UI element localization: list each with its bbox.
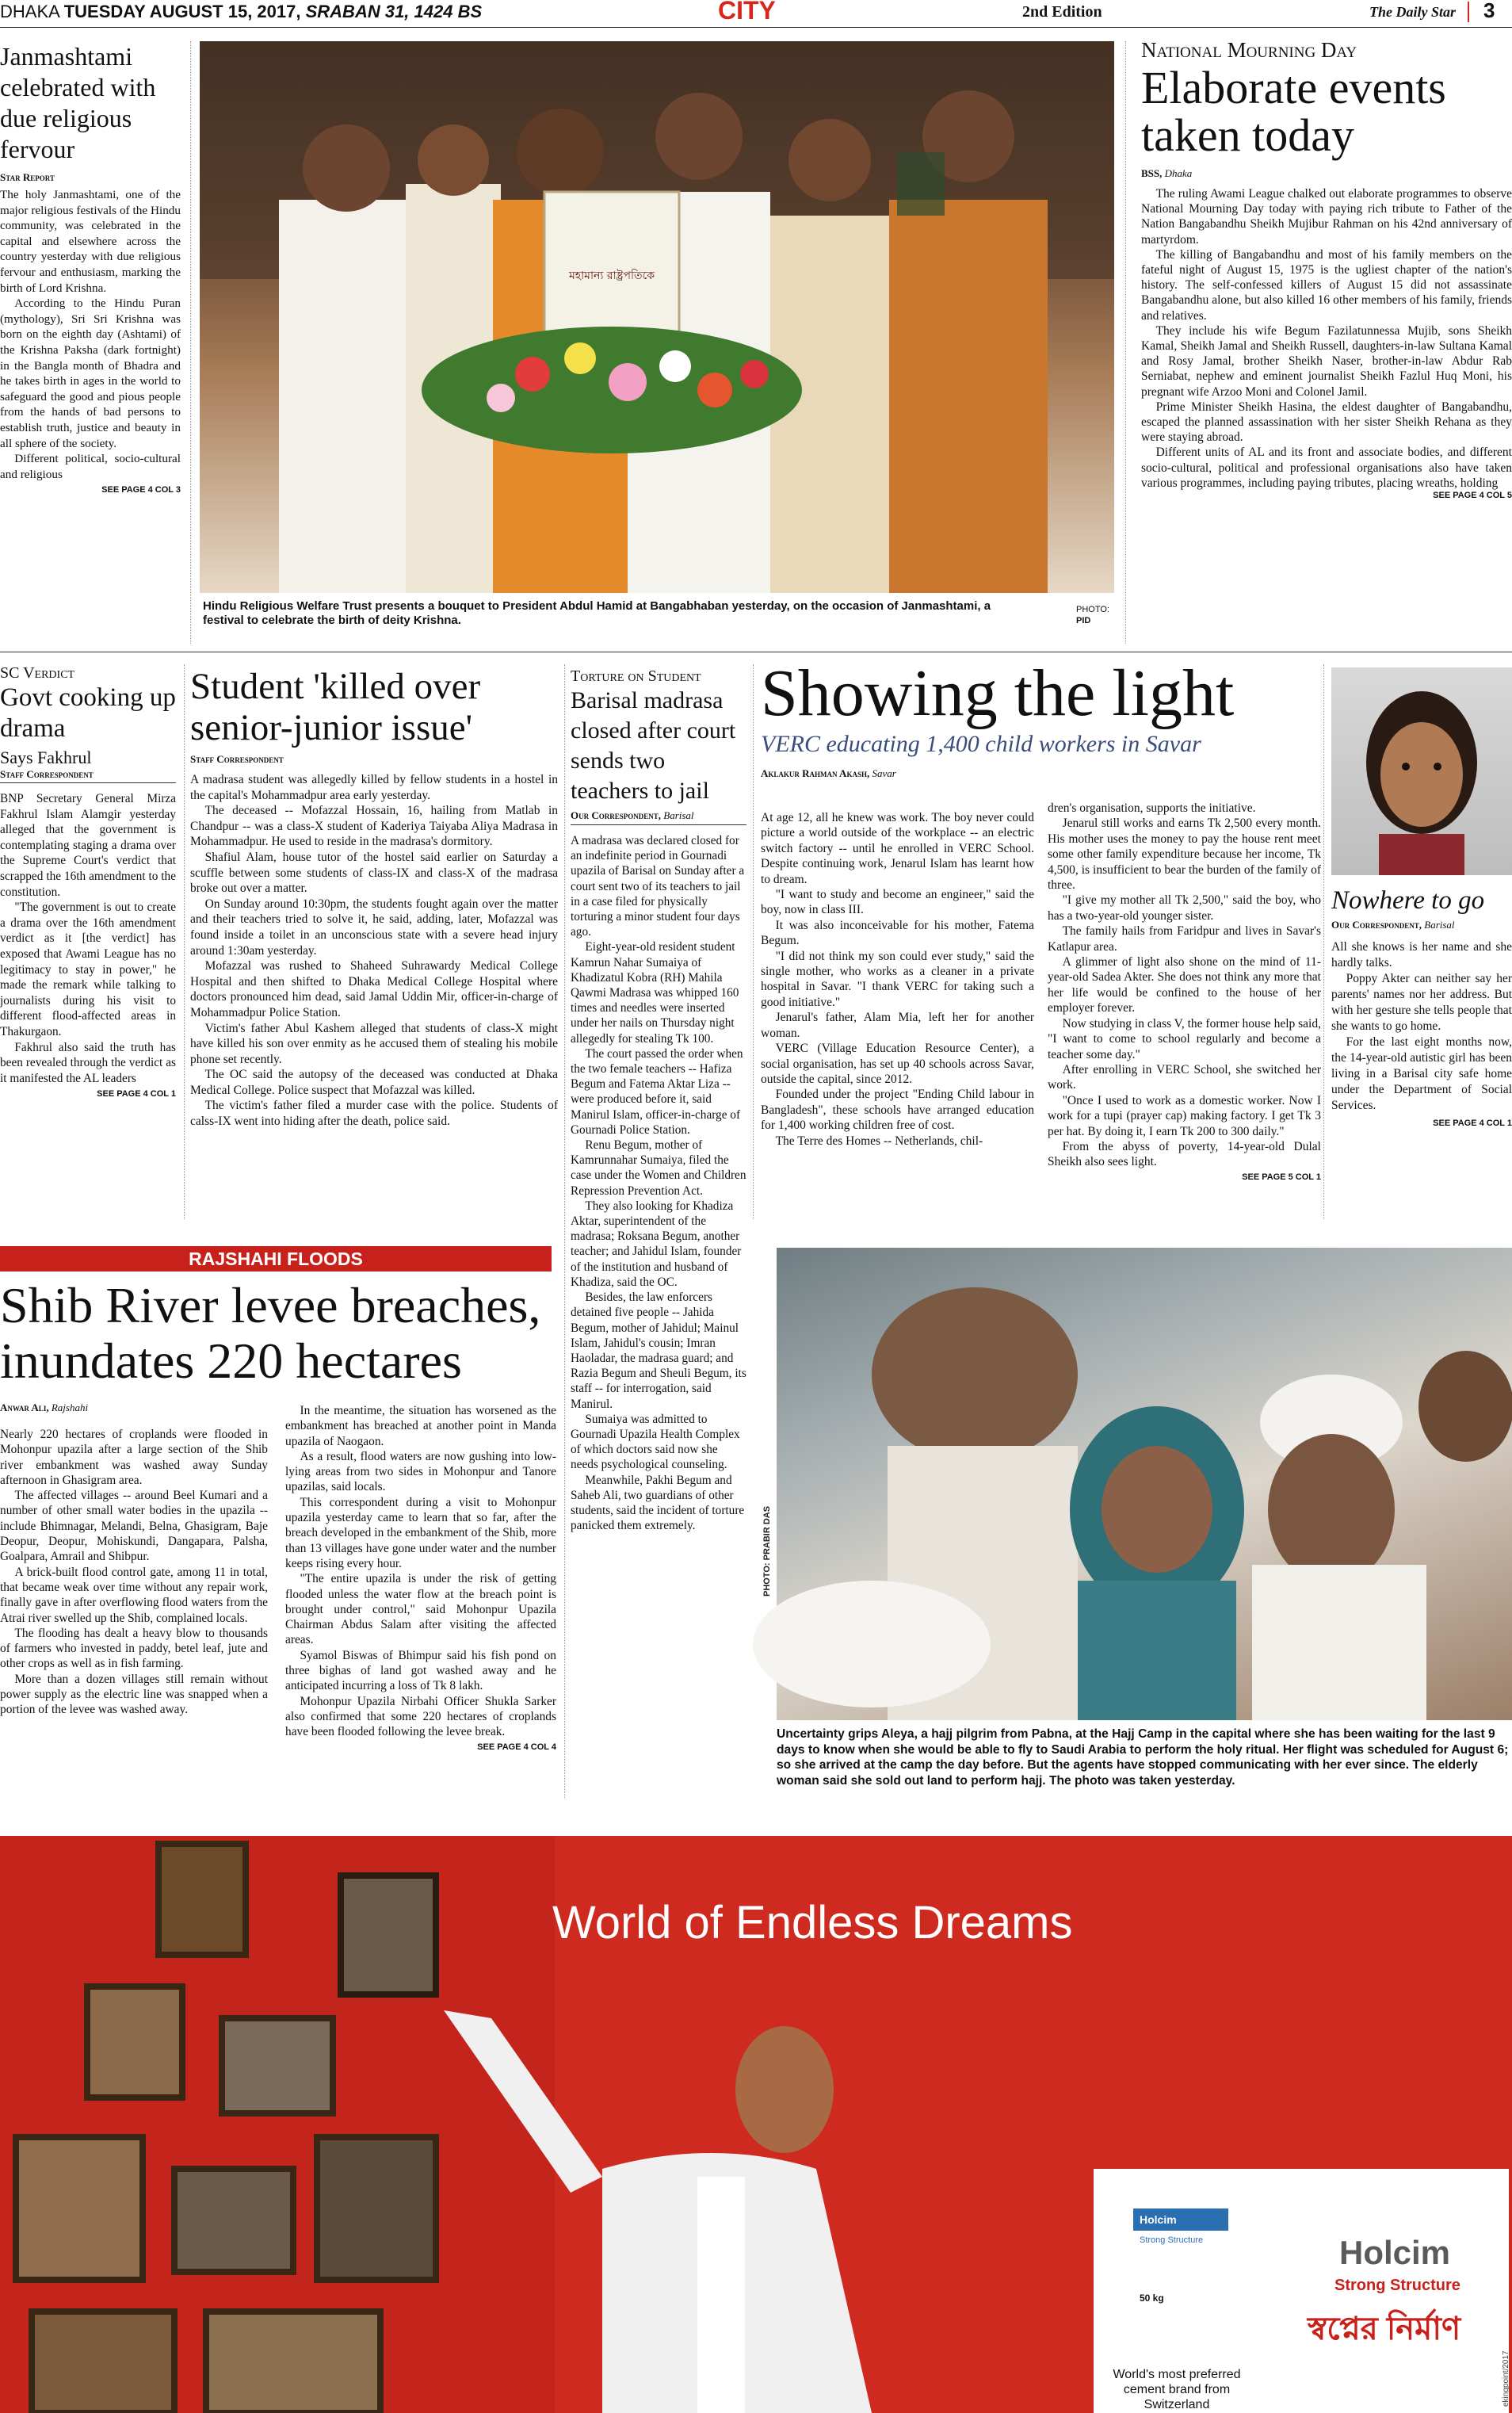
paragraph: Jenarul's father, Alam Mia, left her for another woman. — [761, 1011, 1034, 1040]
paragraph: All she knows is her name and she hardly talks. — [1331, 940, 1512, 969]
floods-byline: Anwar Ali, — [0, 1402, 49, 1413]
sc-byline: Staff Correspondent — [0, 768, 176, 783]
torture-place: Barisal — [663, 809, 694, 821]
jump-line: SEE PAGE 5 COL 1 — [1242, 1172, 1321, 1182]
ad-footer: World's most preferred cement brand from Switzerland — [1113, 2368, 1241, 2411]
paragraph: BNP Secretary General Mirza Fakhrul Islam Alamgir yesterday alleged that the government is contemplating staging a drama over the Supreme Court's verdict that scrapped the 16th amendment to the constitution. — [0, 792, 176, 899]
hajj-photo — [762, 1248, 1512, 1720]
floods-label-bar — [0, 1246, 552, 1272]
paragraph: Jenarul still works and earns Tk 2,500 every month. His mother uses the money to pay the house rent meet some other family expenditure because her income, Tk 4,500, is insufficient to bear the burden of the family of three. — [1048, 816, 1321, 893]
mourning-body — [1141, 186, 1512, 491]
janmashtami-headline: Janmashtami celebrated with due religious fervour — [0, 42, 156, 163]
edition: 2nd Edition — [1022, 3, 1102, 21]
light-body-col2 — [1048, 801, 1321, 1185]
paragraph: The victim's father filed a murder case with the police. Students of calss-IX went into hiding after the death, police said. — [190, 1099, 558, 1129]
ad-brand-sub: Strong Structure — [1334, 2277, 1460, 2294]
section-name: CITY — [718, 0, 776, 25]
ad-agency: ekingpoint/2017 — [1502, 2350, 1510, 2407]
paragraph: On Sunday around 10:30pm, the students fought again over the matter and their teachers tried to solve it, he said, adding, later, Mofazzal was found inside a toilet in an unconscious state with a severe head injury around 1:30am yesterday. — [190, 897, 558, 958]
paragraph: More than a dozen villages still remain without power supply as the electric line was snapped when a portion of the levee was washed away. — [0, 1672, 268, 1717]
column-rule — [753, 664, 754, 1219]
paragraph: Besides, the law enforcers detained five people -- Jahida Begum, mother of Jahidul; Mainul Islam, Jahidul's cousin; Imran Haoladar, the madrasa guard; and Razia Begum and Sheuli Begum, its staff -- for interrogation, said Manirul. — [571, 1291, 746, 1411]
jump-line: SEE PAGE 4 COL 3 — [101, 485, 181, 495]
column-rule — [1125, 41, 1126, 644]
floods-body-col2 — [285, 1403, 556, 1755]
mourning-article — [1141, 38, 1512, 500]
paragraph: A madrasa was declared closed for an indefinite period in Gournadi upazila of Barisal on Sunday after a court sent two of its teachers to jail in a case filed for physically torturing a minor student four days ago. — [571, 834, 745, 939]
masthead-rule — [0, 27, 1512, 28]
paragraph: The family hails from Faridpur and lives in Savar's Katlapur area. — [1048, 924, 1321, 954]
masthead — [0, 0, 1512, 27]
paragraph: The deceased -- Mofazzal Hossain, 16, hailing from Matlab in Chandpur -- was a class-X student of Kaderiya Taiyaba Aliya Madrasa in Mohammadpur. He used to reside in the madrasa's dormitory. — [190, 804, 558, 849]
bag-brand: Holcim — [1133, 2208, 1228, 2231]
paragraph: Different political, socio-cultural and religious — [0, 452, 181, 481]
nowhere-headline: Nowhere to go — [1331, 886, 1485, 915]
paragraph: As a result, flood waters are now gushing into low-lying areas from two sides in Mohonpur and Tanore upazilas, said locals. — [285, 1449, 556, 1494]
top-photo-illustration — [200, 41, 1114, 593]
light-byline: Aklakur Rahman Akash, — [761, 767, 870, 779]
paragraph: Nearly 220 hectares of croplands were flooded in Mohonpur upazila after a large section of the Shib river embankment was washed away Sunday afternoon in Ghasigram area. — [0, 1428, 268, 1487]
top-photo — [200, 41, 1114, 593]
paragraph: They also looking for Khadiza Aktar, superintendent of the madrasa; Roksana Begum, another teacher; and Jahidul Islam, founder of the institution and husband of Khadiza, said the OC. — [571, 1199, 742, 1289]
paragraph: Poppy Akter can neither say her parents' names nor her address. But with her gesture she tells people that she wants to go home. — [1331, 972, 1512, 1033]
torture-headline: Barisal madrasa closed after court sends two teachers to jail — [571, 687, 736, 804]
janmashtami-body — [0, 187, 181, 482]
column-rule — [1323, 664, 1324, 1219]
paragraph: The killing of Bangabandhu and most of his family members on the fateful night of August 15, 1975 is the ugliest chapter of the nation's history. The self-confessed killers of August 15 did not assassinate Bangabandhu alone, but also killed 16 other members of his family, friends and relatives. — [1141, 247, 1512, 323]
sc-body — [0, 791, 176, 1086]
floods-body-col1 — [0, 1427, 268, 1718]
jump-line: SEE PAGE 4 COL 1 — [1433, 1119, 1512, 1128]
paragraph: "Once I used to work as a domestic worker. Now I work for a tupi (prayer cap) making factory. I get Tk 3 per hat. By doing it, I earn Tk 200 to 300 daily." — [1048, 1093, 1321, 1138]
ad-brand: Holcim — [1339, 2234, 1451, 2271]
paragraph: A brick-built flood control gate, among 11 in total, that became weak over time without any repair work, finally gave in after overflowing flood waters from the Atrai river swelled up the Shib, complained locals. — [0, 1565, 268, 1625]
floods-article — [0, 1278, 558, 1414]
torture-body — [571, 833, 746, 1533]
paragraph: The affected villages -- around Beel Kumari and a number of other small water bodies in the upazila -- include Bhimnagar, Melandi, Belna, Ghasigram, Baje Deopur, Deopur, Mohiskundi, Dangapara, Palsha, Goalpara, Amrail and Shibpur. — [0, 1489, 268, 1564]
ad-bangla: স্বপ্নের নির্মাণ — [1308, 2312, 1461, 2346]
hajj-caption: Uncertainty grips Aleya, a hajj pilgrim from Pabna, at the Hajj Camp in the capital where she has been waiting for the last 9 days to know when she would be able to fly to Saudi Arabia to perform the holy ritual. Her flight was scheduled for August 6; so she arrived at the camp the day before. But the agents have stopped communicating with her ever since. The elderly woman said she sold out land to perform hajj. The photo was taken yesterday. — [777, 1727, 1509, 1788]
sc-verdict-article — [0, 664, 176, 1099]
paragraph: Founded under the project "Ending Child labour in Bangladesh", these schools have arranged education for 1,400 working children free of cost. — [761, 1088, 1034, 1133]
nowhere-place: Barisal — [1424, 919, 1455, 931]
jump-line: SEE PAGE 4 COL 4 — [477, 1742, 556, 1752]
student-body — [190, 772, 558, 1130]
torture-article — [571, 667, 746, 1533]
dateline: DHAKA TUESDAY AUGUST 15, 2017, SRABAN 31, 1424 BS — [0, 2, 483, 21]
paragraph: The court passed the order when the two female teachers -- Hafiza Begum and Fatema Aktar Liza -- were produced before it, said Manirul Islam, officer-in-charge of Gournadi Police Station. — [571, 1046, 743, 1137]
photo-sign-text: মহামান্য রাষ্ট্রপতিকে — [568, 270, 655, 282]
paragraph: Shafiul Alam, house tutor of the hostel said earlier on Saturday a scuffle between some students of class-IX and class-X of the madrasa broke out over a matter. — [190, 850, 558, 896]
holcim-ad — [0, 1836, 1512, 2413]
janmashtami-article — [0, 41, 181, 495]
paragraph: A glimmer of light also shone on the mind of 11-year-old Sadea Akter. She does not think any more that her life would be confined to the house of her employer forever. — [1048, 955, 1321, 1015]
paragraph: The OC said the autopsy of the deceased was conducted at Dhaka Medical College. Police suspect that Mofazzal was killed. — [190, 1068, 558, 1097]
paragraph: According to the Hindu Puran (mythology), Sri Sri Krishna was born on the eighth day (Ashtami) of the Krishna Paksha (dark fortnight) in the Bangla month of Bhadra and he takes birth in ages in the world to safeguard the good and pious people from the hands of bad persons to establish truth, justice and beauty in all sphere of the society. — [0, 296, 181, 450]
paragraph: Eight-year-old resident student Kamrun Nahar Sumaiya of Khadizatul Kobra (RH) Mahila Qawmi Madrasa was whipped 160 times and needles were inserted under her nails on Thursday night allegedly for stealing Tk 100. — [571, 940, 739, 1046]
student-article — [190, 666, 558, 1130]
sc-subhead: Says Fakhrul — [0, 748, 92, 767]
paragraph: Fakhrul also said the truth has been revealed through the verdict as it manifested the AL leaders — [0, 1040, 176, 1085]
student-byline: Staff Correspondent — [190, 753, 284, 765]
nowhere-body — [1331, 939, 1512, 1114]
paragraph: The ruling Awami League chalked out elaborate programmes to observe National Mourning Day today with paying rich tribute to Father of the Nation Bangabandhu Sheikh Mujibur Rahman on his 42nd anniversary of martyrdom. — [1141, 187, 1512, 247]
top-photo-caption: Hindu Religious Welfare Trust presents a bouquet to President Abdul Hamid at Bangabhaban yesterday, on the occasion of Janmashtami, a festival to celebrate the birth of deity Krishna. — [203, 599, 991, 627]
page-number: 3 — [1483, 0, 1495, 22]
nowhere-photo — [1331, 667, 1512, 875]
hajj-photo-credit: PHOTO: PRABIR DAS — [762, 1505, 772, 1597]
light-article — [761, 656, 1323, 1182]
paragraph: From the abyss of poverty, 14-year-old Dulal Sheikh also sees light. — [1048, 1139, 1321, 1169]
paragraph: Prime Minister Sheikh Hasina, the eldest daughter of Bangabandhu, escaped the planned assassination with her sister Sheikh Rehana as they were staying abroad. — [1141, 400, 1512, 445]
floods-label: RAJSHAHI FLOODS — [189, 1249, 363, 1269]
floods-place: Rajshahi — [51, 1402, 89, 1413]
paragraph: "I give my mother all Tk 2,500," said the boy, who has a two-year-old younger sister. — [1048, 893, 1321, 923]
masthead-divider — [1468, 2, 1469, 22]
paragraph: Meanwhile, Pakhi Begum and Saheb Ali, two guardians of other students, said the incident of torture panicked them extremely. — [571, 1473, 745, 1533]
column-rule — [184, 664, 185, 1219]
paragraph: In the meantime, the situation has worsened as the embankment has breached at another point in Manda upazila of Naogaon. — [285, 1404, 556, 1448]
light-body-col1 — [761, 810, 1034, 1149]
paragraph: dren's organisation, supports the initiative. — [1048, 801, 1256, 815]
paragraph: "The government is out to create a drama over the 16th amendment verdict as it [the verdict] has exposed that Awami League has no legitimacy to stay in power," he made the remark while talking to journalists during his visit to different flood-affected areas in Thakurgaon. — [0, 901, 176, 1038]
mourning-byline: BSS, — [1141, 167, 1163, 179]
ad-tagline: World of Endless Dreams — [552, 1897, 1073, 1948]
cement-bag — [1133, 2208, 1228, 2351]
sc-kicker: SC Verdict — [0, 664, 75, 682]
light-place: Savar — [872, 767, 896, 779]
mourning-kicker: National Mourning Day — [1141, 38, 1357, 62]
bag-line: Strong Structure — [1140, 2235, 1204, 2245]
paragraph: Now studying in class V, the former house help said, "I want to come to school regularly and become a teacher some day." — [1048, 1016, 1321, 1061]
student-headline: Student 'killed over senior-junior issue' — [190, 666, 481, 748]
mourning-headline: Elaborate events taken today — [1141, 62, 1446, 161]
sc-headline: Govt cooking up drama — [0, 683, 176, 743]
paragraph: Mofazzal was rushed to Shaheed Suhrawardy Medical College Hospital and then shifted to Dhaka Medical College Hospital where doctors pronounced him dead, said Jamal Uddin Mir, officer-in-charge of Mohammadpur Police Station. — [190, 959, 558, 1019]
nowhere-article — [1331, 667, 1512, 1128]
paragraph: After enrolling in VERC School, she switched her work. — [1048, 1062, 1321, 1092]
floods-headline: Shib River levee breaches, inundates 220 hectares — [0, 1277, 541, 1389]
paragraph: Sumaiya was admitted to Gournadi Upazila Health Complex of which doctors said now she needs psychological counseling. — [571, 1412, 740, 1472]
light-headline: Showing the light — [761, 656, 1235, 730]
paragraph: This correspondent during a visit to Mohonpur upazila yesterday came to learn that so far, after the breach developed in the embankment of the Shib, more than 13 villages have gone under water and the number keeps rising every hour. — [285, 1495, 556, 1570]
girl-portrait — [1331, 667, 1512, 875]
torture-kicker: Torture on Student — [571, 667, 701, 685]
paragraph: Victim's father Abul Kashem alleged that students of class-X might have killed his son over enmity as he accused them of stealing his mobile phone set recently. — [190, 1021, 558, 1066]
column-rule — [190, 41, 191, 644]
paragraph: VERC (Village Education Resource Center), a social organisation, has set up 40 schools across Savar, outside the capital, since 2012. — [761, 1042, 1034, 1086]
paragraph: "The entire upazila is under the risk of getting flooded unless the water flow at the breach point is brought under control," said Mohonpur Upazila Chairman Abdus Salam after visiting the affected areas. — [285, 1572, 556, 1647]
torture-byline: Our Correspondent, — [571, 809, 662, 821]
paragraph: Syamol Biswas of Bhimpur said his fish pond on three bighas of land got washed away and he anticipated incurring a loss of Tk 8 lakh. — [285, 1648, 556, 1693]
paragraph: "I want to study and become an engineer," said the boy, now in class III. — [761, 888, 1034, 917]
paragraph: The flooding has dealt a heavy blow to thousands of farmers who invested in paddy, betel leaf, jute and other crops as well as in fish farming. — [0, 1626, 268, 1671]
bag-weight: 50 kg — [1140, 2293, 1164, 2304]
top-photo-credit: PHOTO: PID — [1076, 605, 1109, 625]
column-rule — [564, 664, 565, 1798]
jump-line: SEE PAGE 4 COL 1 — [97, 1089, 176, 1099]
jump-line: SEE PAGE 4 COL 5 — [1433, 491, 1512, 501]
paragraph: For the last eight months now, the 14-year-old autistic girl has been living in a Barisal city safe home under the Department of Social Services. — [1331, 1035, 1512, 1112]
paragraph: The Terre des Homes -- Netherlands, chil- — [775, 1134, 983, 1148]
paragraph: Mohonpur Upazila Nirbahi Officer Shukla Sarker also confirmed that some 220 hectares of croplands have been flooded following the levee break. — [285, 1694, 556, 1739]
paragraph: At age 12, all he knew was work. The boy never could picture a world outside of the workplace -- an electric switch factory -- until he enrolled in VERC School. Despite continuing work, Jenarul Islam has learnt how to dream. — [761, 811, 1034, 886]
paragraph: It was also inconceivable for his mother, Fatema Begum. — [761, 918, 1034, 948]
paragraph: Renu Begum, mother of Kamrunnahar Sumaiya, filed the case under the Women and Children Repression Prevention Act. — [571, 1138, 746, 1198]
mourning-place: Dhaka — [1164, 167, 1193, 179]
paragraph: A madrasa student was allegedly killed by fellow students in a hostel in the capital's Mohammadpur area early yesterday. — [190, 773, 558, 802]
paragraph: The holy Janmashtami, one of the major religious festivals of the Hindu community, was celebrated in the capital and elsewhere across the country yesterday with due religious fervour and enthusiasm, marking the birth of Lord Krishna. — [0, 188, 181, 295]
nowhere-byline: Our Correspondent, — [1331, 919, 1422, 931]
paragraph: "I did not think my son could ever study," said the single mother, who works as a cleaner in a private hospital in Savar. "I thank VERC for taking such a good initiative." — [761, 949, 1034, 1009]
paragraph: They include his wife Begum Fazilatunnessa Mujib, sons Sheikh Kamal, Sheikh Jamal and Sheikh Russell, daughters-in-law Sultana Kamal and Rosy Jamal, brother Sheikh Naser, brother-in-law Abdur Rab Serniabat, nephew and eminent journalist Sheikh Fazlul Huq Moni, his pregnant wife Arzoo Moni and Colonel Jamil. — [1141, 323, 1512, 399]
paragraph: Different units of AL and its front and associate bodies, and different socio-cultural, political and professional organisations also have taken various programmes, including paying tributes, placing wreaths, holding — [1141, 446, 1512, 490]
janmashtami-byline: Star Report — [0, 171, 55, 183]
paper-name: The Daily Star — [1369, 4, 1457, 20]
hajj-photo-illustration — [777, 1248, 1512, 1720]
light-subhead: VERC educating 1,400 child workers in Savar — [761, 731, 1201, 757]
